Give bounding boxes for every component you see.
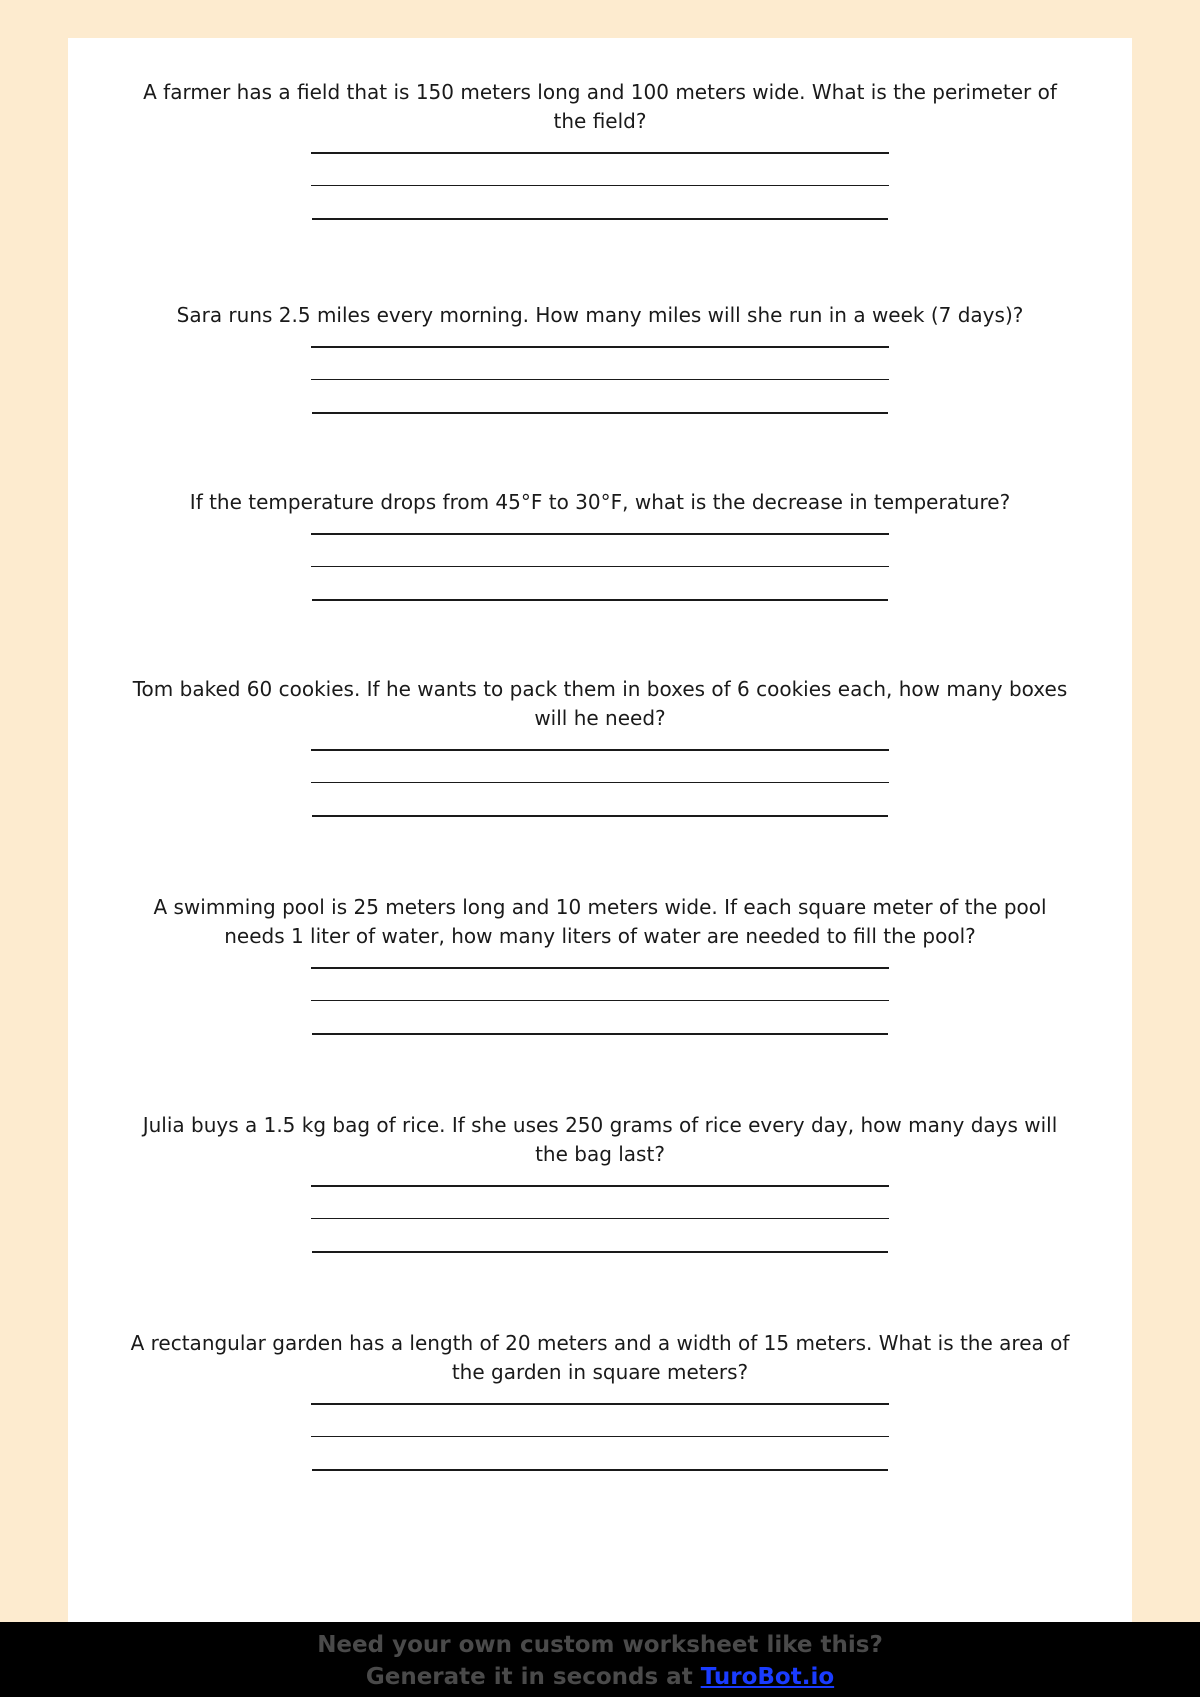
answer-line bbox=[311, 346, 889, 348]
answer-line bbox=[312, 815, 888, 817]
question-7 bbox=[128, 1329, 1072, 1471]
answer-line bbox=[311, 379, 889, 381]
footer-subline bbox=[0, 1662, 1200, 1692]
answer-line bbox=[311, 967, 889, 969]
question-6 bbox=[128, 1111, 1072, 1253]
question-4 bbox=[128, 675, 1072, 817]
answer-line bbox=[311, 782, 889, 784]
turobot-link[interactable]: TuroBot.io bbox=[700, 1664, 835, 1690]
question-5 bbox=[128, 893, 1072, 1035]
question-text: A swimming pool is 25 meters long and 10 meters wide. If each square meter of the pool needs 1 liter of water, how many liters of water are needed to fill the pool? bbox=[153, 895, 1047, 948]
question-text: If the temperature drops from 45°F to 30°F, what is the decrease in temperature? bbox=[189, 490, 1011, 514]
answer-line bbox=[311, 749, 889, 751]
answer-line bbox=[311, 1185, 889, 1187]
answer-line bbox=[311, 566, 889, 568]
answer-line bbox=[312, 599, 888, 601]
question-text: Sara runs 2.5 miles every morning. How many miles will she run in a week (7 days)? bbox=[176, 303, 1024, 327]
answer-line bbox=[312, 1469, 888, 1471]
question-1 bbox=[128, 78, 1072, 220]
answer-line bbox=[311, 185, 889, 187]
answer-line bbox=[312, 1033, 888, 1035]
answer-line bbox=[311, 1403, 889, 1405]
question-text: A rectangular garden has a length of 20 meters and a width of 15 meters. What is the area of the garden in square meters? bbox=[130, 1331, 1070, 1384]
question-3 bbox=[128, 488, 1072, 601]
question-text: A farmer has a field that is 150 meters long and 100 meters wide. What is the perimeter of the field? bbox=[143, 80, 1057, 133]
question-2 bbox=[128, 301, 1072, 414]
question-text: Julia buys a 1.5 kg bag of rice. If she uses 250 grams of rice every day, how many days will the bag last? bbox=[142, 1113, 1058, 1166]
worksheet-paper bbox=[68, 38, 1132, 1628]
answer-line bbox=[311, 1218, 889, 1220]
answer-line bbox=[312, 412, 888, 414]
answer-line bbox=[311, 1000, 889, 1002]
question-text: Tom baked 60 cookies. If he wants to pack them in boxes of 6 cookies each, how many boxes will he need? bbox=[132, 677, 1068, 730]
answer-line bbox=[311, 152, 889, 154]
answer-line bbox=[312, 218, 888, 220]
promo-footer bbox=[0, 1622, 1200, 1697]
footer-headline: Need your own custom worksheet like this? bbox=[317, 1632, 883, 1658]
footer-subline-text: Generate it in seconds at bbox=[365, 1664, 701, 1690]
answer-line bbox=[311, 533, 889, 535]
answer-line bbox=[312, 1251, 888, 1253]
answer-line bbox=[311, 1436, 889, 1438]
